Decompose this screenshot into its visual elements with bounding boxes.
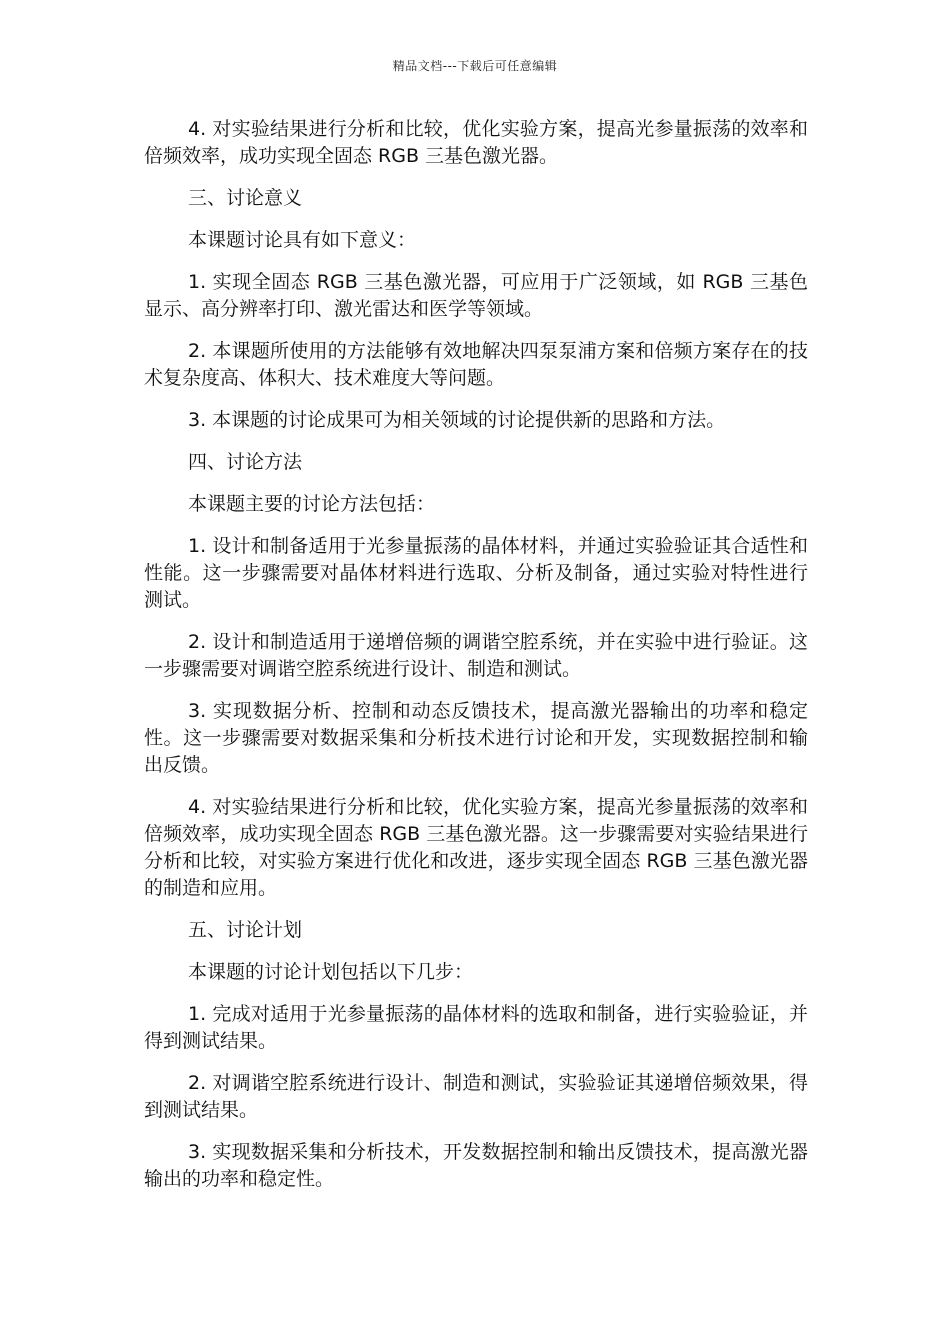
document-body xyxy=(144,116,808,1208)
paragraph-plan-intro: 本课题的讨论计划包括以下几步： xyxy=(188,961,474,983)
paragraph-methods-2: 2. 设计和制造适用于递增倍频的调谐空腔系统，并在实验中进行验证。这一步骤需要对调谐空腔系统进行设计、制造和测试。 xyxy=(144,631,808,680)
section-heading-plan: 五、讨论计划 xyxy=(188,919,303,941)
paragraph-plan-2: 2. 对调谐空腔系统进行设计、制造和测试，实验验证其递增倍频效果，得到测试结果。 xyxy=(144,1072,808,1121)
paragraph-methods-intro: 本课题主要的讨论方法包括： xyxy=(188,493,436,515)
section-heading-methods: 四、讨论方法 xyxy=(188,451,303,473)
paragraph-plan-3: 3. 实现数据采集和分析技术，开发数据控制和输出反馈技术，提高激光器输出的功率和稳定性。 xyxy=(144,1141,808,1190)
paragraph-significance-1: 1. 实现全固态 RGB 三基色激光器，可应用于广泛领域，如 RGB 三基色显示、高分辨率打印、激光雷达和医学等领域。 xyxy=(144,271,808,320)
paragraph-methods-3: 3. 实现数据分析、控制和动态反馈技术，提高激光器输出的功率和稳定性。这一步骤需要对数据采集和分析技术进行讨论和开发，实现数据控制和输出反馈。 xyxy=(144,700,808,776)
paragraph-significance-2: 2. 本课题所使用的方法能够有效地解决四泵泵浦方案和倍频方案存在的技术复杂度高、体积大、技术难度大等问题。 xyxy=(144,340,808,389)
page-header: 精品文档---下载后可任意编辑 xyxy=(392,59,558,73)
paragraph-significance-3: 3. 本课题的讨论成果可为相关领域的讨论提供新的思路和方法。 xyxy=(188,409,726,431)
paragraph-methods-1: 1. 设计和制备适用于光参量振荡的晶体材料，并通过实验验证其合适性和性能。这一步骤需要对晶体材料进行选取、分析及制备，通过实验对特性进行测试。 xyxy=(144,535,808,611)
paragraph-item-4-conclusion: 4. 对实验结果进行分析和比较，优化实验方案，提高光参量振荡的效率和倍频效率，成功实现全固态 RGB 三基色激光器。 xyxy=(144,118,808,167)
section-heading-significance: 三、讨论意义 xyxy=(188,187,303,209)
paragraph-plan-1: 1. 完成对适用于光参量振荡的晶体材料的选取和制备，进行实验验证，并得到测试结果。 xyxy=(144,1003,808,1052)
paragraph-significance-intro: 本课题讨论具有如下意义： xyxy=(188,229,417,251)
paragraph-methods-4: 4. 对实验结果进行分析和比较，优化实验方案，提高光参量振荡的效率和倍频效率，成功实现全固态 RGB 三基色激光器。这一步骤需要对实验结果进行分析和比较，对实验方案进行优化和改进，逐步实现全固态 RGB 三基色激光器的制造和应用。 xyxy=(144,796,808,899)
